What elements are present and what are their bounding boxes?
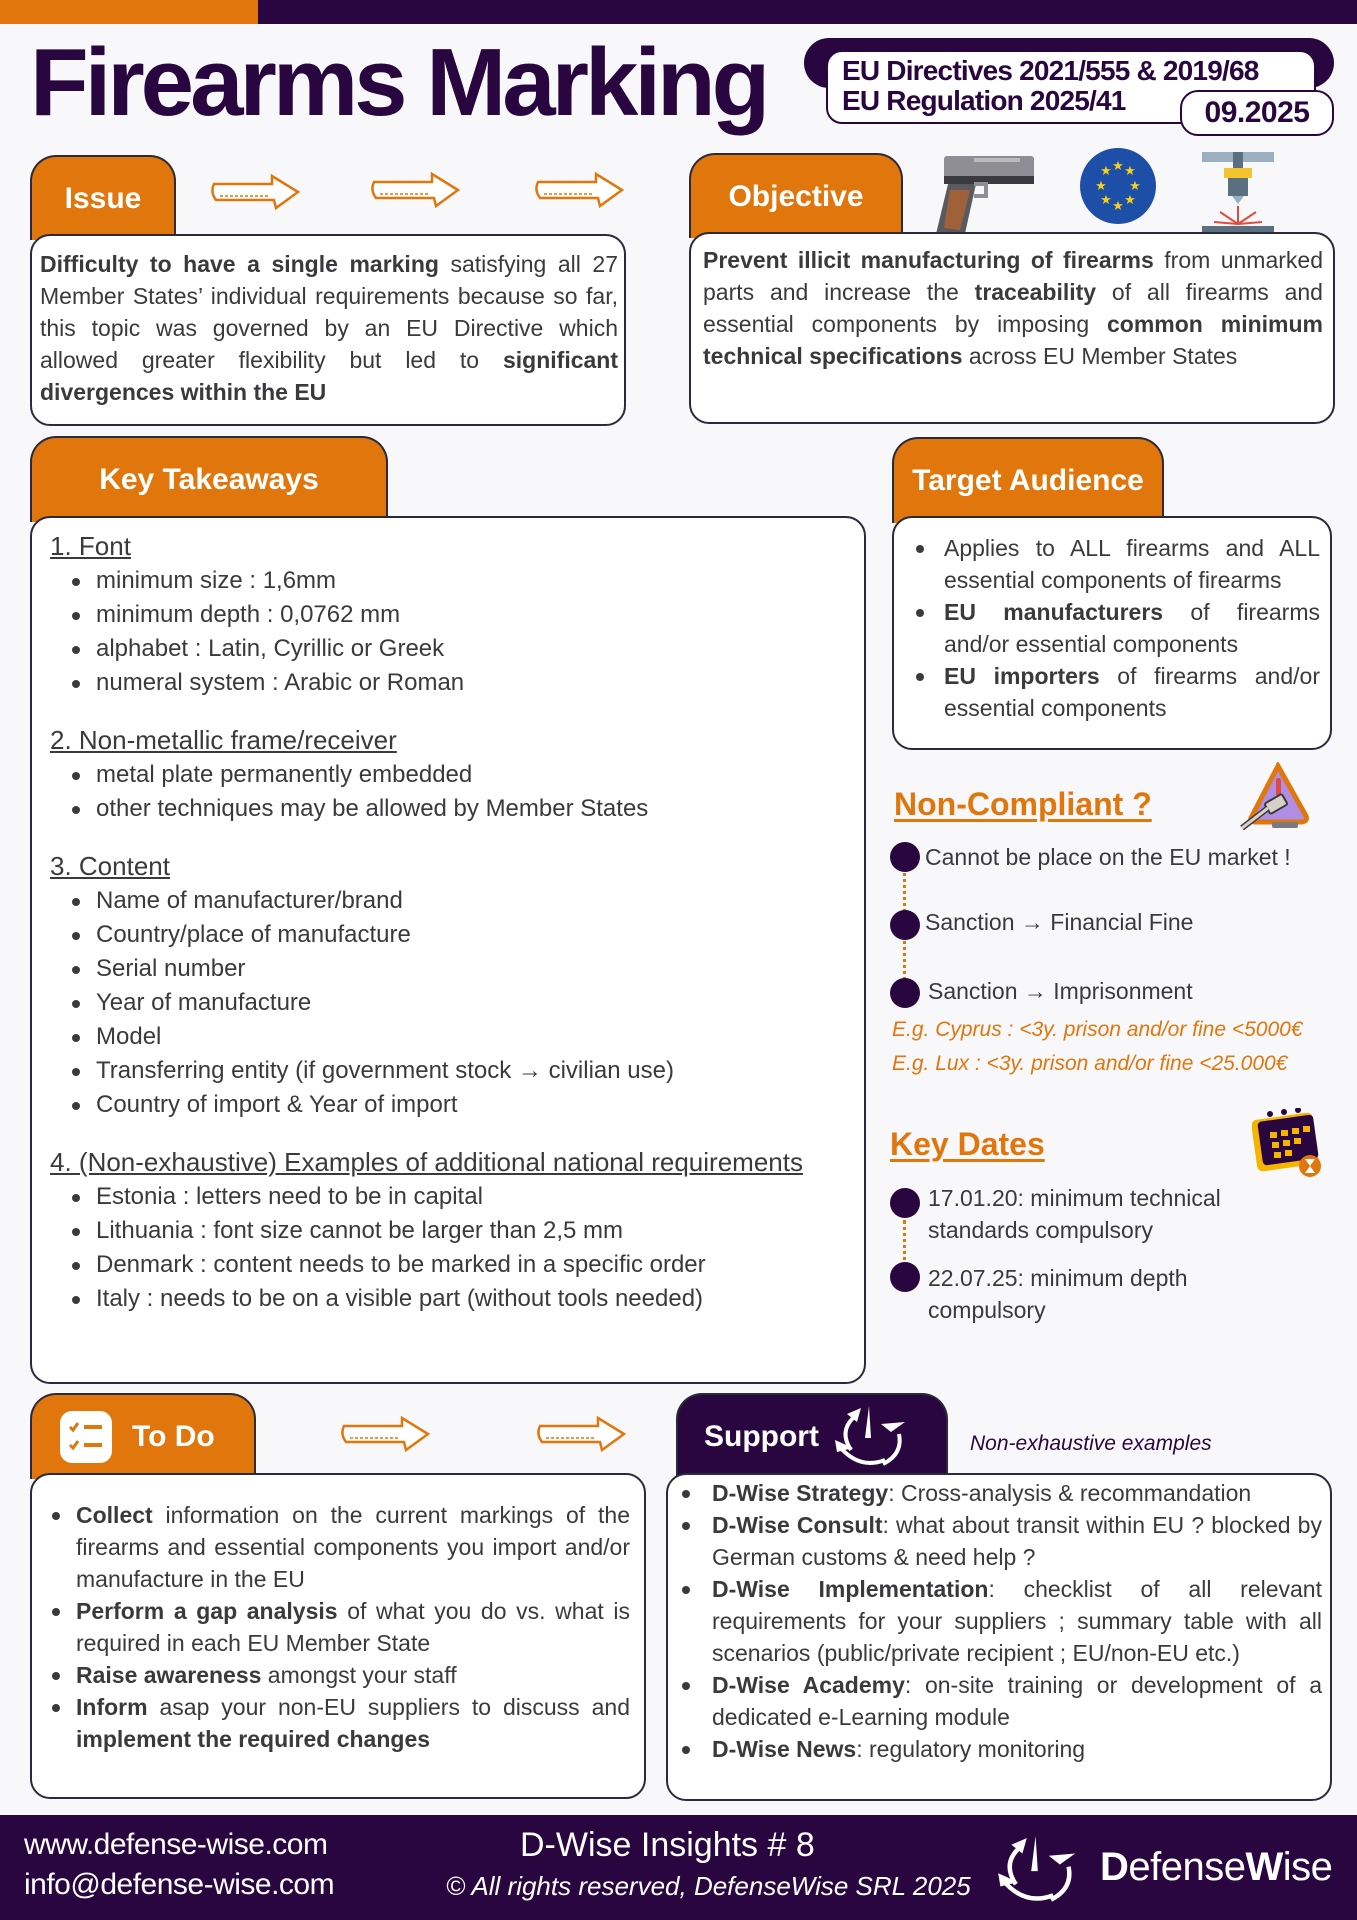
support-item-text: : checklist of all relevant requirements for your suppliers ; summary table with all scenarios (public/private recipient ; EU/non-EU etc.) — [712, 1576, 1322, 1666]
publication-date: 09.2025 — [1180, 90, 1334, 136]
list-item: Estonia : letters need to be in capital — [50, 1180, 852, 1214]
warning-gavel-icon — [1238, 762, 1310, 834]
pistol-icon — [934, 152, 1036, 242]
objective-bold-3: common minimum technical specifications — [703, 311, 1323, 369]
support-list — [668, 1477, 1322, 1765]
todo-item — [38, 1595, 630, 1659]
takeaway-section-title: 4. (Non-exhaustive) Examples of additional national requirements — [50, 1147, 803, 1177]
takeaway-list — [50, 758, 852, 826]
footer — [0, 1815, 1357, 1920]
support-item-bold: D-Wise Consult — [712, 1512, 883, 1538]
objective-text-2: of all firearms and essential components by imposing — [703, 279, 1323, 337]
issue-tab-label: Issue — [64, 181, 142, 215]
todo-item-text: amongst your staff — [261, 1662, 457, 1688]
non-compliant-item: Sanction → Financial Fine — [925, 909, 1194, 935]
arrow-icon — [534, 170, 626, 210]
todo-item-text: of what you do vs. what is required in each EU Member State — [76, 1598, 630, 1656]
svg-text:★: ★ — [1124, 193, 1136, 208]
todo-tab — [30, 1393, 256, 1479]
objective-bold-2: traceability — [974, 279, 1097, 305]
timeline-dot — [890, 910, 920, 940]
arrow-icon — [210, 172, 302, 212]
key-date-item: 22.07.25: minimum depth compulsory — [928, 1265, 1188, 1323]
objective-tab — [689, 153, 903, 238]
timeline-dot — [890, 978, 920, 1008]
target-audience-panel — [892, 516, 1332, 750]
support-note: Non-exhaustive examples — [970, 1432, 1212, 1455]
objective-panel — [689, 232, 1335, 424]
issue-tab — [30, 155, 176, 240]
brand-part: W — [1245, 1845, 1283, 1889]
key-takeaways-tab — [30, 436, 388, 522]
support-item — [668, 1509, 1322, 1573]
support-item — [668, 1733, 1322, 1765]
timeline-dot — [890, 842, 920, 872]
list-item: Name of manufacturer/brand — [50, 884, 852, 918]
list-item: numeral system : Arabic or Roman — [50, 666, 852, 700]
support-tab-label: Support — [704, 1420, 819, 1453]
takeaway-section-title: 1. Font — [50, 531, 131, 561]
key-takeaways-panel — [30, 516, 866, 1384]
target-audience-tab — [892, 437, 1164, 523]
list-item: Applies to ALL firearms and ALL essential components of firearms — [902, 532, 1320, 596]
list-item: Country of import & Year of import — [50, 1088, 852, 1122]
support-item — [668, 1669, 1322, 1733]
arrow-icon — [536, 1414, 628, 1454]
top-bar-accent — [0, 0, 258, 24]
list-item: other techniques may be allowed by Member States — [50, 792, 852, 826]
todo-tab-label: To Do — [132, 1420, 215, 1453]
regulation-line-2: EU Regulation 2025/41 — [842, 85, 1126, 116]
key-date-item: 17.01.20: minimum technical standards compulsory — [928, 1185, 1221, 1243]
top-bar — [0, 0, 1357, 24]
timeline-dot — [890, 1262, 920, 1292]
todo-item-text: asap your non-EU suppliers to discuss and — [147, 1694, 630, 1720]
list-item: Italy : needs to be on a visible part (without tools needed) — [50, 1282, 852, 1316]
defensewise-logo-icon — [996, 1833, 1084, 1907]
todo-list — [32, 1499, 630, 1755]
non-compliant-example: E.g. Lux : <3y. prison and/or fine <25.000€ — [892, 1052, 1288, 1075]
list-item: Serial number — [50, 952, 852, 986]
non-compliant-item: Sanction → Imprisonment — [928, 978, 1193, 1004]
support-item-text: : on-site training or development of a dedicated e-Learning module — [712, 1672, 1323, 1730]
calendar-icon — [1252, 1108, 1324, 1178]
todo-item — [38, 1499, 630, 1595]
brand-part: ise — [1282, 1845, 1333, 1889]
svg-text:★: ★ — [1100, 193, 1112, 208]
list-item-bold: EU manufacturers — [944, 599, 1164, 625]
support-item-bold: D-Wise News — [712, 1736, 857, 1762]
todo-item-bold: Collect — [76, 1502, 153, 1528]
takeaway-list — [50, 884, 852, 1122]
defensewise-logo-icon — [833, 1404, 913, 1470]
insights-label: D-Wise Insights # 8 — [520, 1826, 815, 1864]
brand-part: D — [1100, 1845, 1129, 1889]
objective-bold-1: Prevent illicit manufacturing of firearms — [703, 247, 1154, 273]
todo-item-bold: implement the required changes — [76, 1726, 431, 1752]
arrow-icon — [340, 1414, 432, 1454]
regulation-line-1: EU Directives 2021/555 & 2019/68 — [842, 55, 1259, 86]
target-audience-tab-label: Target Audience — [912, 464, 1144, 497]
eu-flag-icon — [1078, 146, 1158, 226]
support-item — [668, 1477, 1322, 1509]
list-item: Model — [50, 1020, 852, 1054]
svg-text:★: ★ — [1129, 179, 1141, 194]
todo-item — [38, 1659, 630, 1691]
non-compliant-heading: Non-Compliant ? — [894, 786, 1152, 822]
support-panel — [666, 1473, 1332, 1801]
timeline-connector — [903, 1220, 906, 1268]
support-item — [668, 1573, 1322, 1669]
email-link[interactable]: info@defense-wise.com — [24, 1868, 335, 1901]
list-item: alphabet : Latin, Cyrillic or Greek — [50, 632, 852, 666]
takeaway-section-title: 3. Content — [50, 851, 170, 881]
support-item-text: : Cross-analysis & recommandation — [888, 1480, 1252, 1506]
todo-panel — [30, 1473, 646, 1799]
svg-text:★: ★ — [1112, 199, 1124, 214]
svg-text:★: ★ — [1124, 164, 1136, 179]
page-title: Firearms Marking — [30, 29, 767, 136]
list-item-text: of firearms and/or essential components — [944, 663, 1320, 721]
takeaway-list — [50, 564, 852, 700]
issue-text-1: satisfying all 27 Member States’ individual requirements because so far, this topic was governed by an EU Directive which allowed greater flexibility but led to — [40, 251, 619, 373]
support-item-bold: D-Wise Academy — [712, 1672, 905, 1698]
website-link[interactable]: www.defense-wise.com — [24, 1828, 328, 1861]
list-item-bold: EU importers — [944, 663, 1100, 689]
svg-text:★: ★ — [1095, 179, 1107, 194]
support-item-bold: D-Wise Strategy — [712, 1480, 889, 1506]
support-item-bold: D-Wise Implementation — [712, 1576, 989, 1602]
list-item: minimum size : 1,6mm — [50, 564, 852, 598]
list-item: Lithuania : font size cannot be larger than 2,5 mm — [50, 1214, 852, 1248]
target-audience-list — [902, 532, 1320, 724]
brand-wordmark — [1100, 1845, 1332, 1890]
takeaway-list — [50, 1180, 852, 1316]
key-takeaways-tab-label: Key Takeaways — [99, 463, 319, 496]
laser-engraving-icon — [1200, 150, 1276, 234]
arrow-icon — [370, 170, 462, 210]
todo-item-bold: Perform a gap analysis — [76, 1598, 338, 1624]
todo-item-bold: Raise awareness — [76, 1662, 262, 1688]
non-compliant-item: Cannot be place on the EU market ! — [925, 844, 1291, 870]
support-item-text: : what about transit within EU ? blocked by German customs & need help ? — [712, 1512, 1322, 1570]
svg-text:★: ★ — [1112, 159, 1124, 174]
svg-text:★: ★ — [1100, 164, 1112, 179]
checklist-icon — [60, 1411, 112, 1463]
objective-text-3: across EU Member States — [962, 343, 1238, 369]
list-item-text: of firearms and/or essential components — [944, 599, 1320, 657]
list-item: Year of manufacture — [50, 986, 852, 1020]
non-compliant-example: E.g. Cyprus : <3y. prison and/or fine <5000€ — [892, 1018, 1303, 1041]
regulation-badge — [804, 38, 1334, 138]
list-item: metal plate permanently embedded — [50, 758, 852, 792]
key-dates-heading: Key Dates — [890, 1126, 1045, 1162]
issue-panel — [30, 234, 626, 426]
objective-text-1: from unmarked parts and increase the — [703, 247, 1323, 305]
issue-bold-1: Difficulty to have a single marking — [40, 251, 439, 277]
support-tab — [676, 1393, 948, 1479]
support-item-text: : regulatory monitoring — [856, 1736, 1086, 1762]
issue-bold-2: significant divergences within the EU — [40, 347, 618, 405]
todo-item — [38, 1691, 630, 1755]
list-item — [902, 596, 1320, 660]
todo-item-text: information on the current markings of the firearms and essential components you import and/or manufacture in the EU — [76, 1502, 630, 1592]
footer-contact — [24, 1825, 334, 1905]
list-item — [902, 660, 1320, 724]
copyright-text: © All rights reserved, DefenseWise SRL 2025 — [446, 1871, 971, 1901]
list-item: Transferring entity (if government stock → civilian use) — [50, 1054, 852, 1088]
objective-tab-label: Objective — [728, 179, 864, 213]
list-item: Country/place of manufacture — [50, 918, 852, 952]
brand-part: efense — [1128, 1845, 1246, 1889]
timeline-dot — [890, 1188, 920, 1218]
list-item: Denmark : content needs to be marked in a specific order — [50, 1248, 852, 1282]
todo-item-bold: Inform — [76, 1694, 148, 1720]
list-item: minimum depth : 0,0762 mm — [50, 598, 852, 632]
takeaway-section-title: 2. Non-metallic frame/receiver — [50, 725, 397, 755]
